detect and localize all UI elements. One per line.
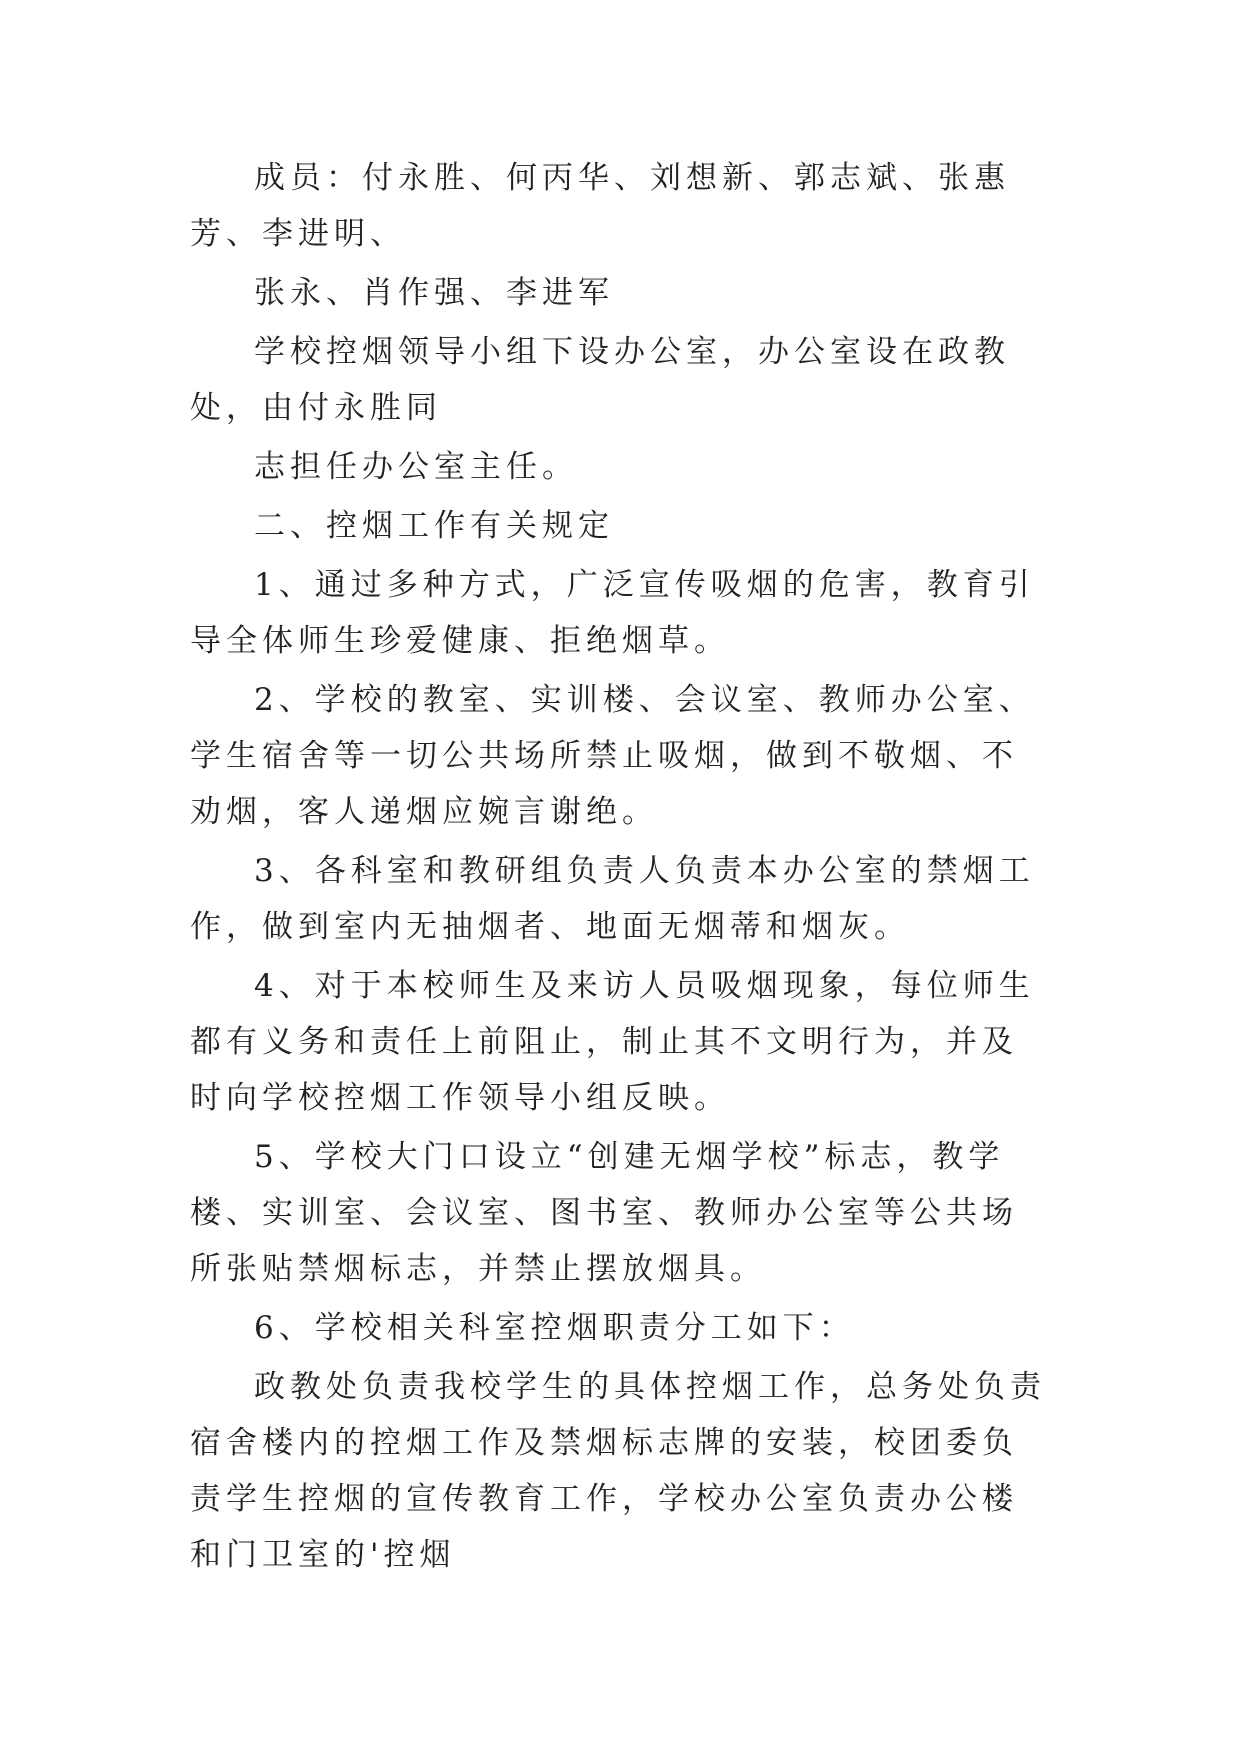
rule-5-paragraph: 5、学校大门口设立“创建无烟学校”标志，教学楼、实训室、会议室、图书室、教师办公室等公共场所张贴禁烟标志，并禁止摆放烟具。 <box>190 1139 1018 1287</box>
section-heading: 二、控烟工作有关规定 <box>254 508 614 544</box>
members-paragraph: 成员：付永胜、何丙华、刘想新、郭志斌、张惠芳、李进明、 <box>190 160 1010 252</box>
rule-6-paragraph: 6、学校相关科室控烟职责分工如下： <box>254 1310 855 1346</box>
members-continued-paragraph: 张永、肖作强、李进军 <box>254 275 614 311</box>
office-director-paragraph: 志担任办公室主任。 <box>254 449 578 485</box>
rule-4-paragraph: 4、对于本校师生及来访人员吸烟现象，每位师生都有义务和责任上前阻止，制止其不文明行为，并及时向学校控烟工作领导小组反映。 <box>190 968 1035 1116</box>
rule-3-paragraph: 3、各科室和教研组负责人负责本办公室的禁烟工作，做到室内无抽烟者、地面无烟蒂和烟灰。 <box>190 853 1035 945</box>
rule-2-paragraph: 2、学校的教室、实训楼、会议室、教师办公室、学生宿舍等一切公共场所禁止吸烟，做到不敬烟、不劝烟，客人递烟应婉言谢绝。 <box>190 682 1035 830</box>
office-paragraph: 学校控烟领导小组下设办公室，办公室设在政教处，由付永胜同 <box>190 334 1010 426</box>
document-page <box>190 150 1050 1586</box>
duties-paragraph: 政教处负责我校学生的具体控烟工作，总务处负责宿舍楼内的控烟工作及禁烟标志牌的安装，校团委负责学生控烟的宣传教育工作，学校办公室负责办公楼和门卫室的'控烟 <box>190 1369 1046 1573</box>
rule-1-paragraph: 1、通过多种方式，广泛宣传吸烟的危害，教育引导全体师生珍爱健康、拒绝烟草。 <box>190 567 1035 659</box>
